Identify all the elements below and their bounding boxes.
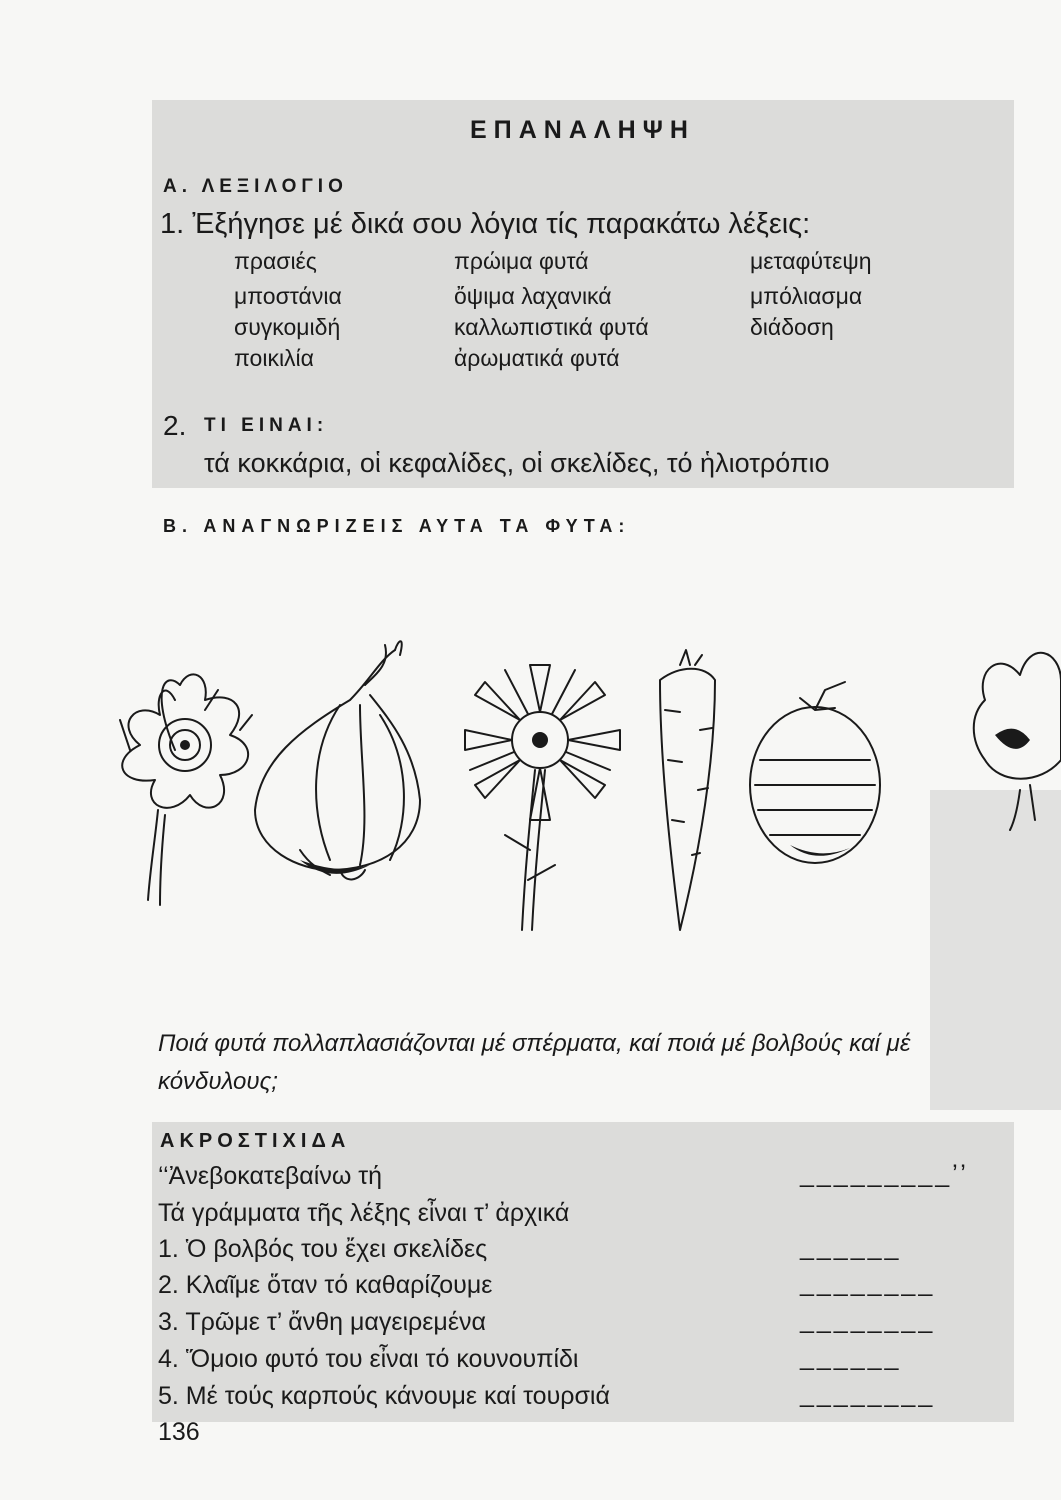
tomato-drawing — [750, 682, 880, 863]
plants-question: Ποιά φυτά πολλαπλασιάζονται μέ σπέρματα, καί ποιά μέ βολβούς καί μέ κόνδυλους; — [158, 1030, 911, 1095]
acrostic-blank: ________ — [800, 1306, 936, 1334]
plant-illustrations — [0, 620, 1061, 950]
acrostic-clue: 1. Ὁ βολβός του ἔχει σκελίδες — [158, 1235, 488, 1263]
word: ἀρωματικά φυτά — [454, 345, 620, 371]
section-a-heading: Α. ΛΕΞΙΛΟΓΙΟ — [163, 176, 348, 197]
acrostic-clue: 5. Μέ τούς καρπούς κάνουμε καί τουρσιά — [158, 1382, 610, 1410]
acrostic-intro-2: Τά γράμματα τῆς λέξης εἶναι τ’ ἀρχικά — [158, 1199, 570, 1227]
word: διάδοση — [750, 314, 834, 340]
acrostic-blank: ______ — [800, 1343, 902, 1371]
question-2-number: 2. — [163, 410, 187, 441]
word: μπόλιασμα — [750, 283, 863, 309]
word: μποστάνια — [234, 283, 342, 309]
narcissus-drawing — [120, 674, 252, 905]
daisy-drawing — [465, 665, 620, 930]
acrostic-blank: ______ — [800, 1233, 902, 1261]
section-b-heading: Β. ΑΝΑΓΝΩΡΙΖΕΙΣ ΑΥΤΑ ΤΑ ΦΥΤΑ: — [163, 516, 631, 536]
question-2-title: ΤΙ ΕΙΝΑΙ: — [204, 415, 329, 436]
word: πρώιμα φυτά — [454, 248, 589, 274]
acrostic-clue: 3. Τρῶμε τ’ ἄνθη μαγειρεμένα — [158, 1308, 486, 1336]
word: ποικιλία — [234, 345, 314, 371]
word: συγκομιδή — [234, 314, 341, 340]
acrostic-intro-1: ‘‘Ἀνεβοκατεβαίνω τή — [158, 1162, 383, 1190]
pansy-drawing — [974, 653, 1061, 830]
acrostic-title: ΑΚΡΟΣΤΙΧΙΔΑ — [160, 1130, 351, 1152]
question-1: 1. Ἐξήγησε μέ δικά σου λόγια τίς παρακάτω λέξεις: — [160, 208, 811, 240]
word: καλλωπιστικά φυτά — [454, 314, 649, 340]
acrostic-intro-blank: _________’’ — [800, 1160, 969, 1188]
page-number: 136 — [158, 1418, 200, 1446]
page-title: ΕΠΑΝΑΛΗΨΗ — [470, 116, 695, 144]
acrostic-blank: ________ — [800, 1269, 936, 1297]
garlic-drawing — [255, 641, 420, 879]
word: μεταφύτεψη — [750, 248, 872, 274]
word: πρασιές — [234, 248, 317, 274]
question-2-text: τά κοκκάρια, οἱ κεφαλίδες, οἱ σκελίδες, τό ἡλιοτρόπιο — [204, 448, 830, 478]
carrot-drawing — [660, 650, 715, 930]
acrostic-clue: 4. Ὅμοιο φυτό του εἶναι τό κουνουπίδι — [158, 1345, 579, 1373]
word: ὄψιμα λαχανικά — [454, 283, 612, 309]
acrostic-clue: 2. Κλαῖμε ὅταν τό καθαρίζουμε — [158, 1271, 493, 1299]
acrostic-blank: ________ — [800, 1380, 936, 1408]
